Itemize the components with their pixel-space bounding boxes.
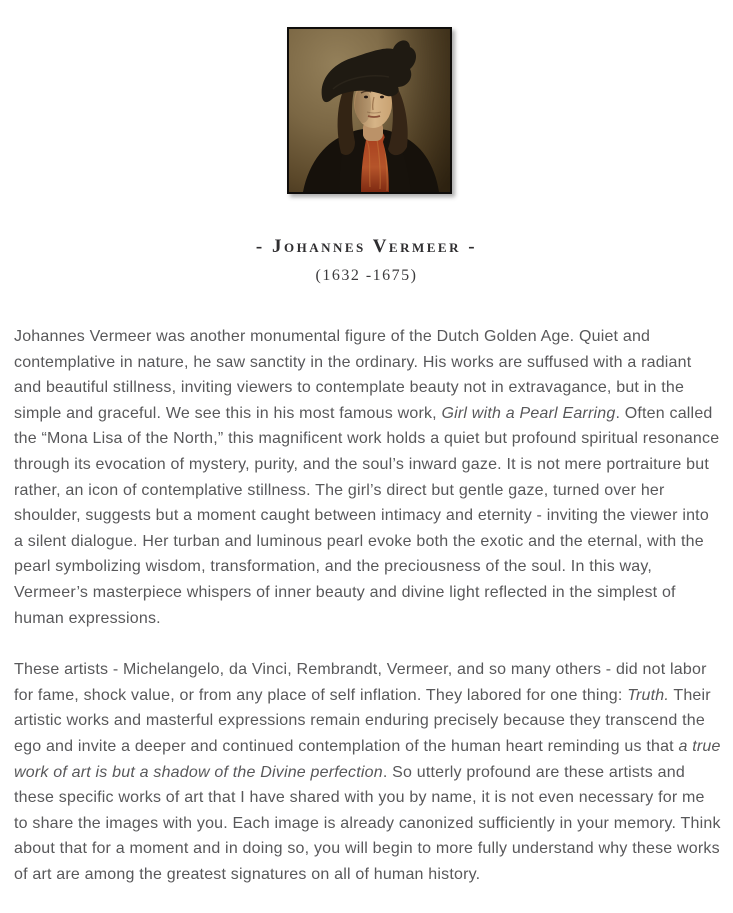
artist-years: (1632 -1675)	[315, 267, 418, 284]
vermeer-self-portrait-image	[289, 29, 450, 192]
body-text	[14, 324, 722, 913]
text-segment: . Often called the “Mona Lisa of the North,” this magnificent work holds a quiet but profound spiritual resonance through its evocation of mystery, purity, and the soul’s inward gaze. It is not mere portraiture but rather, an icon of contemplative stillness. The girl’s direct but gentle gaze, turned over her shoulder, suggests but a moment caught between intimacy and eternity - inviting the viewer into a silent dialogue. Her turban and luminous pearl evoke both the exotic and the eternal, with the pearl symbolizing wisdom, transformation, and the preciousness of the soul. In this way, Vermeer’s masterpiece whispers of inner beauty and divine light reflected in the simplest of human expressions.	[14, 404, 720, 627]
italic-text-segment: Truth.	[627, 686, 669, 704]
italic-text-segment: Girl with a Pearl Earring	[441, 404, 616, 422]
text-segment: . So utterly profound are these artists and these specific works of art that I have shared with you by name, it is not even necessary for me to share the images with you. Each image is already canonized sufficiently in your memory. Think about that for a moment and in doing so, you will begin to more fully understand why these works of art are among the greatest signatures on all of human history.	[14, 763, 721, 883]
text-segment: Their artistic works and masterful expressions remain enduring precisely because they transcend the ego and invite a deeper and continued contemplation of the human heart reminding us that	[14, 686, 711, 755]
italic-text-segment: a true work of art is but a shadow of the Divine perfection	[14, 737, 721, 781]
text-segment: Johannes Vermeer was another monumental figure of the Dutch Golden Age. Quiet and contemplative in nature, he saw sanctity in the ordinary. His works are suffused with a radiant and beautiful stillness, inviting viewers to contemplate beauty not in extravagance, but in the simple and graceful. We see this in his most famous work,	[14, 328, 692, 422]
page-title: - Johannes Vermeer -	[255, 236, 478, 257]
paragraph	[14, 324, 722, 631]
portrait	[287, 27, 452, 194]
text-segment: These artists - Michelangelo, da Vinci, Rembrandt, Vermeer, and so many others - did not labor for fame, shock value, or from any place of self inflation. They labored for one thing:	[14, 661, 707, 704]
paragraph	[14, 657, 722, 887]
